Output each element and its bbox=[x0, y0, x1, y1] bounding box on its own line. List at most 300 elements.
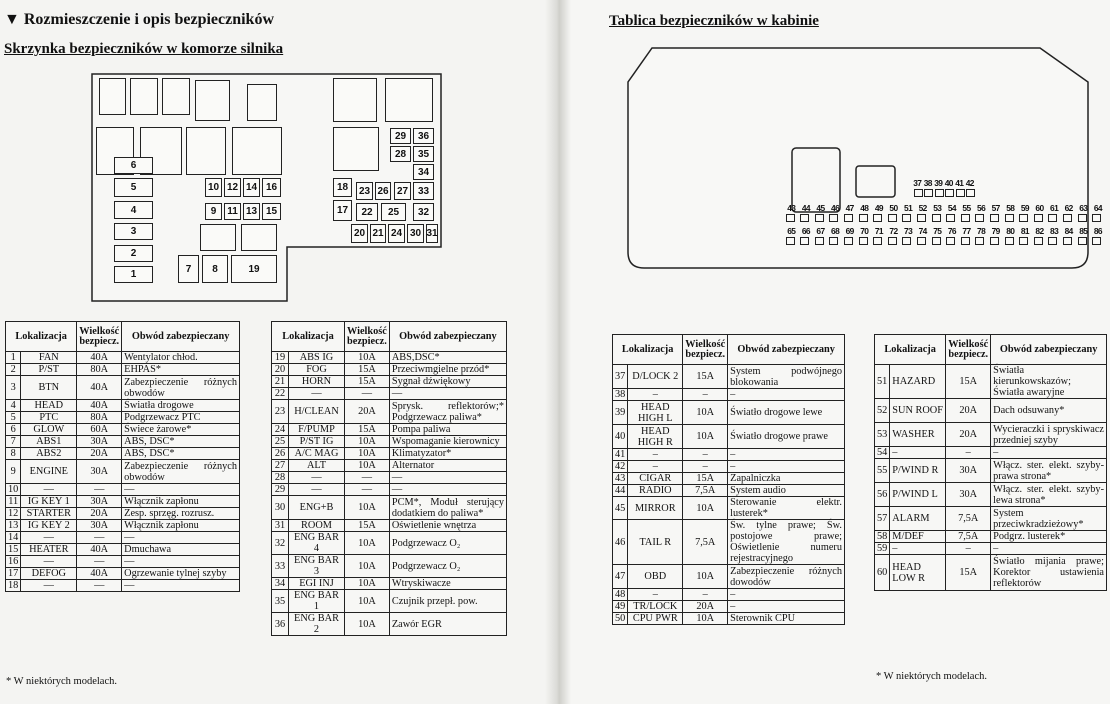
cabin-fuse-slot-40 bbox=[945, 189, 954, 197]
fuse-circuit: Światło drogowe prawe bbox=[728, 425, 845, 449]
fuse-number: 56 bbox=[875, 483, 890, 507]
cabin-fuse-slot-48 bbox=[859, 214, 868, 222]
fuse-row-2 bbox=[6, 364, 240, 376]
cabin-fuse-label-54: 54 bbox=[947, 203, 956, 213]
fuse-location: ABS2 bbox=[21, 448, 77, 460]
fuse-number: 2 bbox=[6, 364, 21, 376]
fuse-number: 26 bbox=[272, 448, 289, 460]
fuse-circuit: – bbox=[728, 389, 845, 401]
fuse-location: ALT bbox=[289, 460, 345, 472]
cabin-fuse-slot-47 bbox=[844, 214, 853, 222]
fuse-number: 10 bbox=[6, 484, 21, 496]
fuse-circuit: Zawór EGR bbox=[389, 613, 506, 636]
fuse-number: 11 bbox=[6, 496, 21, 508]
fuse-rating: 80A bbox=[77, 364, 122, 376]
cabin-fuse-label-46: 46 bbox=[831, 203, 840, 213]
fuse-row-28 bbox=[272, 472, 507, 484]
fuse-number: 59 bbox=[875, 543, 890, 555]
fuse-number: 28 bbox=[272, 472, 289, 484]
fuse-rating: 10A bbox=[345, 352, 390, 364]
fuse-row-51 bbox=[875, 365, 1107, 399]
header-size: Wielkość bezpiecz. bbox=[345, 322, 390, 352]
fuse-circuit: Wentylator chłod. bbox=[122, 352, 240, 364]
fuse-row-18 bbox=[6, 580, 240, 592]
fuse-circuit: Włącznik zapłonu bbox=[122, 496, 240, 508]
fuse-rating: 10A bbox=[345, 578, 390, 590]
fuse-row-38 bbox=[613, 389, 845, 401]
fuse-row-58 bbox=[875, 531, 1107, 543]
engine-fuse-slot-empty bbox=[186, 127, 226, 175]
fuse-row-59 bbox=[875, 543, 1107, 555]
fuse-number: 35 bbox=[272, 590, 289, 613]
engine-fuse-slot-7: 7 bbox=[178, 255, 199, 283]
fuse-number: 49 bbox=[613, 601, 628, 613]
engine-fuse-slot-8: 8 bbox=[202, 255, 228, 283]
cabin-fuse-slot-82 bbox=[1034, 237, 1043, 245]
engine-fuse-slot-13: 13 bbox=[243, 203, 260, 220]
fuse-circuit: Pompa paliwa bbox=[389, 424, 506, 436]
fuse-number: 27 bbox=[272, 460, 289, 472]
cabin-fuse-slot-70 bbox=[859, 237, 868, 245]
cabin-fuse-slot-77 bbox=[961, 237, 970, 245]
fuse-rating: — bbox=[77, 484, 122, 496]
engine-fuse-slot-1: 1 bbox=[114, 266, 153, 283]
cabin-fuse-label-64: 64 bbox=[1093, 203, 1102, 213]
fuse-number: 43 bbox=[613, 473, 628, 485]
cabin-fuse-label-39: 39 bbox=[934, 178, 943, 188]
cabin-fuse-label-49: 49 bbox=[874, 203, 883, 213]
fuse-row-14 bbox=[6, 532, 240, 544]
fuse-rating: 30A bbox=[77, 460, 122, 484]
fuse-rating: 10A bbox=[345, 532, 390, 555]
engine-fuse-table-2 bbox=[271, 321, 507, 636]
fuse-circuit: Zapalniczka bbox=[728, 473, 845, 485]
cabin-fuse-slot-50 bbox=[888, 214, 897, 222]
fuse-location: — bbox=[21, 484, 77, 496]
fuse-rating: – bbox=[683, 449, 728, 461]
fuse-circuit: Światła kierunkowskazów; Światła awaryjne bbox=[991, 365, 1107, 399]
cabin-fuse-label-72: 72 bbox=[889, 226, 898, 236]
fuse-location: HEATER bbox=[21, 544, 77, 556]
cabin-fuse-label-86: 86 bbox=[1093, 226, 1102, 236]
fuse-row-52 bbox=[875, 399, 1107, 423]
fuse-location: STARTER bbox=[21, 508, 77, 520]
fuse-row-57 bbox=[875, 507, 1107, 531]
cabin-fuse-label-50: 50 bbox=[889, 203, 898, 213]
fuse-row-49 bbox=[613, 601, 845, 613]
fuse-location: — bbox=[21, 580, 77, 592]
fuse-number: 36 bbox=[272, 613, 289, 636]
fuse-row-29 bbox=[272, 484, 507, 496]
fuse-number: 44 bbox=[613, 485, 628, 497]
fuse-circuit: Świece żarowe* bbox=[122, 424, 240, 436]
cabin-fuse-label-67: 67 bbox=[816, 226, 825, 236]
engine-fuse-slot-21: 21 bbox=[370, 224, 386, 243]
fuse-circuit: – bbox=[728, 589, 845, 601]
engine-fuse-slot-4: 4 bbox=[114, 201, 153, 219]
fuse-location: EGI INJ bbox=[289, 578, 345, 590]
fuse-row-17 bbox=[6, 568, 240, 580]
fuse-circuit: – bbox=[728, 461, 845, 473]
engine-fuse-slot-23: 23 bbox=[356, 182, 373, 200]
engine-fuse-slot-11: 11 bbox=[224, 203, 241, 220]
cabin-fuse-label-44: 44 bbox=[801, 203, 810, 213]
fuse-rating: — bbox=[345, 484, 390, 496]
cabin-fuse-slot-71 bbox=[873, 237, 882, 245]
engine-fuse-slot-22: 22 bbox=[356, 203, 378, 221]
header-circuit: Obwód zabezpieczany bbox=[122, 322, 240, 352]
fuse-circuit: System przeciwkradzieżowy* bbox=[991, 507, 1107, 531]
cabin-fuse-label-42: 42 bbox=[965, 178, 974, 188]
fuse-number: 5 bbox=[6, 412, 21, 424]
fuse-location: MIRROR bbox=[628, 497, 683, 520]
fuse-circuit: Podgrzewacz PTC bbox=[122, 412, 240, 424]
cabin-fuse-label-74: 74 bbox=[918, 226, 927, 236]
cabin-fuse-label-59: 59 bbox=[1020, 203, 1029, 213]
fuse-circuit: System podwójnego blokowania bbox=[728, 365, 845, 389]
fuse-rating: 30A bbox=[77, 496, 122, 508]
engine-fuse-slot-32: 32 bbox=[413, 203, 434, 221]
cabin-fuse-label-63: 63 bbox=[1079, 203, 1088, 213]
fuse-row-42 bbox=[613, 461, 845, 473]
fuse-circuit: ABS,DSC* bbox=[389, 352, 506, 364]
fuse-number: 16 bbox=[6, 556, 21, 568]
fuse-row-41 bbox=[613, 449, 845, 461]
cabin-fuse-slot-85 bbox=[1078, 237, 1087, 245]
fuse-row-48 bbox=[613, 589, 845, 601]
cabin-fuse-label-83: 83 bbox=[1050, 226, 1059, 236]
fuse-number: 6 bbox=[6, 424, 21, 436]
fuse-rating: 15A bbox=[946, 365, 991, 399]
fuse-circuit: — bbox=[122, 580, 240, 592]
fuse-rating: – bbox=[946, 447, 991, 459]
fuse-rating: 40A bbox=[77, 352, 122, 364]
fuse-row-45 bbox=[613, 497, 845, 520]
cabin-fuse-slot-55 bbox=[961, 214, 970, 222]
engine-fuse-slot-3: 3 bbox=[114, 223, 153, 240]
fuse-circuit: Włącz. ster. elekt. szyby-lewa strona* bbox=[991, 483, 1107, 507]
cabin-fuse-label-37: 37 bbox=[913, 178, 922, 188]
cabin-fuse-label-78: 78 bbox=[977, 226, 986, 236]
fuse-location: – bbox=[628, 449, 683, 461]
fuse-location: — bbox=[289, 388, 345, 400]
fuse-rating: 80A bbox=[77, 412, 122, 424]
fuse-location: OBD bbox=[628, 565, 683, 589]
cabin-fuse-slot-56 bbox=[975, 214, 984, 222]
fuse-rating: 40A bbox=[77, 400, 122, 412]
cabin-fuse-label-52: 52 bbox=[918, 203, 927, 213]
fuse-location: – bbox=[628, 589, 683, 601]
cabin-fuse-label-56: 56 bbox=[977, 203, 986, 213]
engine-fuse-slot-19: 19 bbox=[231, 255, 277, 283]
fuse-circuit: Światło mijania prawe; Korektor ustawienia reflektorów bbox=[991, 555, 1107, 591]
fuse-circuit: Dach odsuwany* bbox=[991, 399, 1107, 423]
fuse-location: F/PUMP bbox=[289, 424, 345, 436]
fuse-location: BTN bbox=[21, 376, 77, 400]
cabin-fuse-label-57: 57 bbox=[991, 203, 1000, 213]
fuse-rating: 20A bbox=[77, 508, 122, 520]
fuse-row-19 bbox=[272, 352, 507, 364]
fuse-location: CIGAR bbox=[628, 473, 683, 485]
cabin-fuse-slot-78 bbox=[975, 237, 984, 245]
fuse-location: A/C MAG bbox=[289, 448, 345, 460]
fuse-circuit: PCM*, Moduł sterujący dodatkiem do paliwa* bbox=[389, 496, 506, 520]
fuse-location: – bbox=[628, 389, 683, 401]
engine-fuse-slot-34: 34 bbox=[413, 164, 434, 180]
fuse-row-7 bbox=[6, 436, 240, 448]
engine-fuse-slot-2: 2 bbox=[114, 245, 153, 262]
fuse-circuit: Zesp. sprzęg. rozrusz. bbox=[122, 508, 240, 520]
fuse-row-55 bbox=[875, 459, 1107, 483]
fuse-circuit: — bbox=[122, 556, 240, 568]
fuse-rating: 10A bbox=[345, 555, 390, 578]
fuse-location: ENG BAR 2 bbox=[289, 613, 345, 636]
cabin-fuse-slot-59 bbox=[1019, 214, 1028, 222]
fuse-location: DEFOG bbox=[21, 568, 77, 580]
fuse-number: 21 bbox=[272, 376, 289, 388]
cabin-fuse-label-55: 55 bbox=[962, 203, 971, 213]
fuse-row-37 bbox=[613, 365, 845, 389]
engine-fuse-slot-empty bbox=[99, 78, 126, 115]
fuse-row-34 bbox=[272, 578, 507, 590]
fuse-circuit: System audio bbox=[728, 485, 845, 497]
fuse-circuit: Św. tylne prawe; Św. postojowe prawe; Oświetlenie numeru rejestracyjnego bbox=[728, 520, 845, 565]
fuse-row-9 bbox=[6, 460, 240, 484]
fuse-number: 20 bbox=[272, 364, 289, 376]
fuse-row-24 bbox=[272, 424, 507, 436]
fuse-row-46 bbox=[613, 520, 845, 565]
engine-fusebox-subtitle: Skrzynka bezpieczników w komorze silnika bbox=[4, 41, 284, 57]
fuse-rating: 30A bbox=[77, 436, 122, 448]
cabin-fuse-slot-46 bbox=[829, 214, 838, 222]
left-page-title: ▼ Rozmieszczenie i opis bezpieczników bbox=[4, 11, 275, 28]
engine-fuse-slot-empty bbox=[241, 224, 277, 251]
engine-fuse-slot-12: 12 bbox=[224, 178, 241, 197]
fuse-rating: — bbox=[345, 472, 390, 484]
cabin-fuse-slot-81 bbox=[1019, 237, 1028, 245]
fuse-number: 40 bbox=[613, 425, 628, 449]
cabin-fuse-table-2 bbox=[874, 334, 1107, 591]
fuse-location: ENGINE bbox=[21, 460, 77, 484]
fuse-number: 23 bbox=[272, 400, 289, 424]
fuse-row-10 bbox=[6, 484, 240, 496]
fuse-number: 14 bbox=[6, 532, 21, 544]
cabin-fuse-slot-53 bbox=[932, 214, 941, 222]
cabin-fuse-slot-42 bbox=[966, 189, 975, 197]
fuse-circuit: – bbox=[991, 447, 1107, 459]
engine-fuse-slot-empty bbox=[247, 84, 277, 121]
fuse-rating: 20A bbox=[946, 399, 991, 423]
fuse-circuit: Zabezpieczenie różnych obwodów bbox=[122, 376, 240, 400]
fuse-row-40 bbox=[613, 425, 845, 449]
header-location: Lokalizacja bbox=[272, 322, 345, 352]
cabin-fuse-slot-79 bbox=[990, 237, 999, 245]
cabin-fuse-label-71: 71 bbox=[874, 226, 883, 236]
cabin-fuse-slot-57 bbox=[990, 214, 999, 222]
fuse-circuit: Podgrzewacz O₂ bbox=[389, 555, 506, 578]
fuse-number: 19 bbox=[272, 352, 289, 364]
fuse-circuit: Włącz. ster. elekt. szyby-prawa strona* bbox=[991, 459, 1107, 483]
engine-fuse-slot-5: 5 bbox=[114, 178, 153, 197]
fuse-row-35 bbox=[272, 590, 507, 613]
fuse-circuit: Wspomaganie kierownicy bbox=[389, 436, 506, 448]
fuse-circuit: Alternator bbox=[389, 460, 506, 472]
fuse-row-20 bbox=[272, 364, 507, 376]
fuse-rating: 15A bbox=[946, 555, 991, 591]
engine-fuse-slot-27: 27 bbox=[394, 182, 411, 200]
cabin-fuse-label-70: 70 bbox=[860, 226, 869, 236]
fuse-number: 3 bbox=[6, 376, 21, 400]
fuse-rating: 10A bbox=[683, 401, 728, 425]
left-footnote: * W niektórych modelach. bbox=[6, 676, 117, 687]
engine-fuse-slot-10: 10 bbox=[205, 178, 222, 197]
fuse-number: 32 bbox=[272, 532, 289, 555]
engine-fuse-slot-empty bbox=[195, 80, 230, 121]
cabin-fuse-label-76: 76 bbox=[947, 226, 956, 236]
cabin-fuse-slot-52 bbox=[917, 214, 926, 222]
fuse-rating: 40A bbox=[77, 544, 122, 556]
fuse-number: 52 bbox=[875, 399, 890, 423]
fuse-number: 41 bbox=[613, 449, 628, 461]
fuse-row-11 bbox=[6, 496, 240, 508]
fuse-circuit: ABS, DSC* bbox=[122, 448, 240, 460]
header-location: Lokalizacja bbox=[875, 335, 946, 365]
fuse-location: – bbox=[628, 461, 683, 473]
fuse-location: M/DEF bbox=[890, 531, 946, 543]
fuse-location: — bbox=[289, 472, 345, 484]
fuse-row-50 bbox=[613, 613, 845, 625]
cabin-fuse-table-1 bbox=[612, 334, 845, 625]
fuse-circuit: EHPAS* bbox=[122, 364, 240, 376]
fuse-number: 39 bbox=[613, 401, 628, 425]
fuse-number: 9 bbox=[6, 460, 21, 484]
fuse-number: 42 bbox=[613, 461, 628, 473]
fuse-circuit: – bbox=[728, 449, 845, 461]
header-circuit: Obwód zabezpieczany bbox=[991, 335, 1107, 365]
fuse-rating: 40A bbox=[77, 376, 122, 400]
cabin-fuse-slot-76 bbox=[946, 237, 955, 245]
cabin-fuse-slot-75 bbox=[932, 237, 941, 245]
fuse-number: 60 bbox=[875, 555, 890, 591]
cabin-fuse-label-58: 58 bbox=[1006, 203, 1015, 213]
cabin-fuse-slot-66 bbox=[800, 237, 809, 245]
engine-fuse-slot-35: 35 bbox=[413, 146, 434, 162]
engine-fuse-slot-30: 30 bbox=[407, 224, 424, 243]
fuse-circuit: Przeciwmgielne przód* bbox=[389, 364, 506, 376]
fuse-row-15 bbox=[6, 544, 240, 556]
fuse-circuit: Wycieraczki i spryskiwacz przedniej szyby bbox=[991, 423, 1107, 447]
engine-fuse-slot-9: 9 bbox=[205, 203, 222, 220]
cabin-fuse-slot-62 bbox=[1063, 214, 1072, 222]
fuse-circuit: Dmuchawa bbox=[122, 544, 240, 556]
fuse-circuit: — bbox=[389, 388, 506, 400]
engine-fuse-slot-6: 6 bbox=[114, 157, 153, 174]
fuse-circuit: – bbox=[728, 601, 845, 613]
fuse-location: RADIO bbox=[628, 485, 683, 497]
engine-fuse-slot-empty bbox=[232, 127, 282, 175]
cabin-fuse-label-79: 79 bbox=[991, 226, 1000, 236]
engine-fuse-slot-empty bbox=[385, 78, 433, 122]
cabin-fuse-label-41: 41 bbox=[955, 178, 964, 188]
fuse-row-33 bbox=[272, 555, 507, 578]
header-circuit: Obwód zabezpieczany bbox=[389, 322, 506, 352]
cabin-fuse-slot-80 bbox=[1005, 237, 1014, 245]
fuse-rating: 7,5A bbox=[683, 520, 728, 565]
fuse-row-16 bbox=[6, 556, 240, 568]
cabin-fuse-label-48: 48 bbox=[860, 203, 869, 213]
fuse-row-5 bbox=[6, 412, 240, 424]
cabin-fuse-slot-65 bbox=[786, 237, 795, 245]
fuse-number: 30 bbox=[272, 496, 289, 520]
cabin-fuse-label-38: 38 bbox=[923, 178, 932, 188]
fuse-rating: 10A bbox=[345, 448, 390, 460]
cabin-fuse-slot-67 bbox=[815, 237, 824, 245]
fuse-rating: 7,5A bbox=[946, 507, 991, 531]
fuse-row-13 bbox=[6, 520, 240, 532]
fuse-number: 17 bbox=[6, 568, 21, 580]
fuse-row-47 bbox=[613, 565, 845, 589]
fuse-rating: 10A bbox=[683, 565, 728, 589]
fuse-rating: 15A bbox=[345, 376, 390, 388]
fuse-rating: – bbox=[683, 461, 728, 473]
fuse-location: IG KEY 2 bbox=[21, 520, 77, 532]
fuse-circuit: Ogrzewanie tylnej szyby bbox=[122, 568, 240, 580]
fuse-location: FOG bbox=[289, 364, 345, 376]
fuse-rating: 7,5A bbox=[683, 485, 728, 497]
fuse-number: 51 bbox=[875, 365, 890, 399]
fuse-row-53 bbox=[875, 423, 1107, 447]
fuse-location: TAIL R bbox=[628, 520, 683, 565]
cabin-fuse-slot-60 bbox=[1034, 214, 1043, 222]
fuse-row-26 bbox=[272, 448, 507, 460]
fuse-location: HEAD HIGH L bbox=[628, 401, 683, 425]
fuse-circuit: Klimatyzator* bbox=[389, 448, 506, 460]
cabin-fuse-slot-83 bbox=[1048, 237, 1057, 245]
cabin-fuse-slot-73 bbox=[902, 237, 911, 245]
fuse-row-6 bbox=[6, 424, 240, 436]
engine-fuse-slot-empty bbox=[130, 78, 158, 115]
fuse-row-30 bbox=[272, 496, 507, 520]
cabin-fuse-label-73: 73 bbox=[904, 226, 913, 236]
fuse-circuit: — bbox=[389, 484, 506, 496]
fuse-rating: 15A bbox=[683, 365, 728, 389]
fuse-circuit: Wtryskiwacze bbox=[389, 578, 506, 590]
fuse-row-44 bbox=[613, 485, 845, 497]
cabin-fuse-slot-64 bbox=[1092, 214, 1101, 222]
fuse-number: 24 bbox=[272, 424, 289, 436]
fuse-location: IG KEY 1 bbox=[21, 496, 77, 508]
fuse-row-25 bbox=[272, 436, 507, 448]
fuse-location: SUN ROOF bbox=[890, 399, 946, 423]
cabin-fuse-slot-58 bbox=[1005, 214, 1014, 222]
fuse-number: 50 bbox=[613, 613, 628, 625]
cabin-fuse-label-43: 43 bbox=[787, 203, 796, 213]
fuse-circuit: Oświetlenie wnętrza bbox=[389, 520, 506, 532]
cabin-fuse-slot-72 bbox=[888, 237, 897, 245]
fuse-rating: – bbox=[683, 389, 728, 401]
fuse-circuit: Sprysk. reflektorów;* Podgrzewacz paliwa* bbox=[389, 400, 506, 424]
fuse-circuit: — bbox=[389, 472, 506, 484]
cabin-fuse-label-77: 77 bbox=[962, 226, 971, 236]
fuse-circuit: — bbox=[122, 532, 240, 544]
fuse-rating: 15A bbox=[683, 473, 728, 485]
fuse-circuit: Sygnał dźwiękowy bbox=[389, 376, 506, 388]
engine-fuse-slot-empty bbox=[200, 224, 236, 251]
cabin-fuse-slot-41 bbox=[956, 189, 965, 197]
fuse-rating: – bbox=[683, 589, 728, 601]
fuse-location: CPU PWR bbox=[628, 613, 683, 625]
fuse-location: H/CLEAN bbox=[289, 400, 345, 424]
